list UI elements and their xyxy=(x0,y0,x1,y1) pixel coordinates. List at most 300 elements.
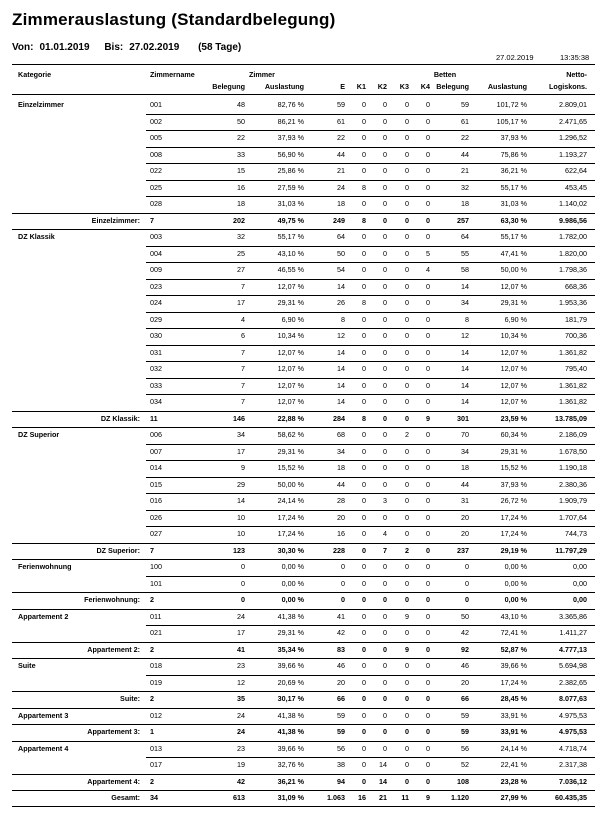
room-value: 0 xyxy=(426,347,430,357)
room-value: 0 xyxy=(426,430,430,439)
room-value: 14 xyxy=(337,281,345,291)
category-total-value: 52,87 % xyxy=(500,644,527,654)
room-value: 50 xyxy=(337,248,345,258)
category-total-value: 11.797,29 xyxy=(555,545,587,555)
category-total-value: 0 xyxy=(405,413,409,423)
rule-line xyxy=(146,328,595,329)
room-value: 0,00 xyxy=(573,578,587,588)
room-value: 0 xyxy=(383,628,387,637)
room-value: 54 xyxy=(337,265,345,274)
room-name: 006 xyxy=(150,430,162,439)
room-value: 0 xyxy=(405,100,409,109)
room-value: 46 xyxy=(337,661,345,670)
room-value: 101,72 % xyxy=(496,100,527,109)
rule-line xyxy=(146,477,595,478)
col-header-logiskons: Logiskons. xyxy=(549,82,587,91)
from-label: Von: xyxy=(12,42,34,53)
room-value: 52 xyxy=(461,760,469,769)
room-value: 0 xyxy=(405,298,409,307)
room-value: 17,24 % xyxy=(500,677,527,687)
room-value: 33 xyxy=(237,149,245,159)
room-value: 5 xyxy=(426,248,430,258)
room-value: 10 xyxy=(237,512,245,522)
room-value: 8 xyxy=(362,182,366,192)
room-value: 21 xyxy=(461,166,469,175)
category-total-value: 7.036,12 xyxy=(559,776,587,786)
room-value: 37,93 % xyxy=(500,479,527,489)
room-value: 12,07 % xyxy=(277,364,304,373)
room-name: 032 xyxy=(150,364,162,373)
rule-line xyxy=(12,94,595,95)
room-value: 0 xyxy=(426,743,430,753)
room-value: 0 xyxy=(405,116,409,126)
category-total-value: 0 xyxy=(362,776,366,786)
room-value: 46,55 % xyxy=(277,265,304,274)
room-value: 0 xyxy=(426,364,430,373)
room-value: 1.820,00 xyxy=(559,248,587,258)
category-total-value: 202 xyxy=(233,215,245,225)
room-value: 12 xyxy=(237,677,245,687)
room-value: 0 xyxy=(362,397,366,406)
to-label: Bis: xyxy=(104,42,124,53)
rule-line xyxy=(12,741,595,742)
room-value: 0 xyxy=(383,479,387,489)
room-value: 17,24 % xyxy=(277,512,304,522)
category-total-value: 8 xyxy=(362,413,366,423)
room-value: 41,38 % xyxy=(277,710,304,720)
room-value: 55,17 % xyxy=(500,182,527,192)
room-value: 0 xyxy=(362,628,366,637)
room-value: 0 xyxy=(241,562,245,571)
room-name: 016 xyxy=(150,496,162,505)
room-value: 8 xyxy=(341,314,345,324)
room-value: 1.361,82 xyxy=(559,397,587,406)
room-value: 17,24 % xyxy=(277,529,304,538)
room-name: 014 xyxy=(150,463,162,472)
room-value: 21 xyxy=(337,166,345,175)
room-value: 0 xyxy=(426,380,430,390)
category-name: Appartement 2 xyxy=(18,611,69,621)
room-value: 50 xyxy=(237,116,245,126)
category-total-value: 4.777,13 xyxy=(559,644,587,654)
room-value: 2.380,36 xyxy=(559,479,587,489)
room-value: 12,07 % xyxy=(277,281,304,291)
room-name: 007 xyxy=(150,446,162,456)
room-name: 017 xyxy=(150,760,162,769)
room-value: 6,90 % xyxy=(504,314,527,324)
rule-line xyxy=(12,411,595,412)
room-value: 9 xyxy=(405,611,409,621)
room-value: 12,07 % xyxy=(500,364,527,373)
room-value: 17,24 % xyxy=(500,529,527,538)
room-value: 0 xyxy=(362,281,366,291)
category-total-value: 0 xyxy=(383,413,387,423)
room-value: 29,31 % xyxy=(277,446,304,456)
category-total-value: 41 xyxy=(237,644,245,654)
room-name: 028 xyxy=(150,199,162,208)
category-room-count: 7 xyxy=(150,215,154,225)
room-value: 0 xyxy=(426,298,430,307)
room-value: 22 xyxy=(461,133,469,142)
room-value: 4 xyxy=(383,529,387,538)
category-total-value: 8.077,63 xyxy=(559,694,587,703)
room-value: 86,21 % xyxy=(277,116,304,126)
room-value: 0 xyxy=(383,397,387,406)
room-value: 4 xyxy=(426,265,430,274)
room-value: 14 xyxy=(237,496,245,505)
grand-total-value: 16 xyxy=(358,793,366,802)
room-value: 23 xyxy=(237,661,245,670)
room-value: 1.361,82 xyxy=(559,347,587,357)
room-value: 0 xyxy=(383,298,387,307)
category-total-value: 7 xyxy=(383,545,387,555)
category-total-value: 108 xyxy=(457,776,469,786)
col-header-zimmer: Zimmer xyxy=(249,70,275,79)
category-total-value: 0,00 % xyxy=(281,595,304,604)
room-value: 0 xyxy=(405,446,409,456)
room-value: 6 xyxy=(241,331,245,340)
rule-line xyxy=(12,642,595,643)
room-value: 50,00 % xyxy=(277,479,304,489)
room-value: 12,07 % xyxy=(277,347,304,357)
col-header-k3: K3 xyxy=(399,82,409,91)
rule-line xyxy=(146,312,595,313)
category-total-label: Ferienwohnung: xyxy=(84,595,140,604)
room-value: 59 xyxy=(461,100,469,109)
category-name: DZ Superior xyxy=(18,430,60,439)
category-total-value: 0 xyxy=(383,694,387,703)
room-value: 0 xyxy=(405,133,409,142)
room-value: 29 xyxy=(237,479,245,489)
room-value: 20 xyxy=(461,529,469,538)
room-value: 0 xyxy=(426,133,430,142)
rule-line xyxy=(12,658,595,659)
room-value: 61 xyxy=(337,116,345,126)
room-value: 0 xyxy=(426,446,430,456)
category-name: Suite xyxy=(18,661,36,670)
rule-line xyxy=(146,246,595,247)
room-value: 0 xyxy=(405,661,409,670)
room-value: 20 xyxy=(461,677,469,687)
room-value: 37,93 % xyxy=(500,133,527,142)
room-value: 7 xyxy=(241,347,245,357)
room-value: 42 xyxy=(337,628,345,637)
room-value: 3.365,86 xyxy=(559,611,587,621)
grand-total-room-count: 34 xyxy=(150,793,158,802)
room-value: 0 xyxy=(362,760,366,769)
room-value: 17,24 % xyxy=(500,512,527,522)
category-total-value: 49,75 % xyxy=(277,215,304,225)
room-value: 7 xyxy=(241,281,245,291)
room-value: 50,00 % xyxy=(500,265,527,274)
room-value: 12,07 % xyxy=(500,281,527,291)
room-value: 0 xyxy=(426,578,430,588)
room-value: 1.140,02 xyxy=(559,199,587,208)
room-value: 0 xyxy=(383,248,387,258)
room-value: 0 xyxy=(383,611,387,621)
room-name: 030 xyxy=(150,331,162,340)
room-value: 0 xyxy=(383,512,387,522)
room-value: 0 xyxy=(405,512,409,522)
room-value: 0 xyxy=(383,100,387,109)
rule-line xyxy=(12,724,595,725)
rule-line xyxy=(146,180,595,181)
room-value: 20 xyxy=(337,677,345,687)
room-value: 33,91 % xyxy=(500,710,527,720)
category-total-value: 0 xyxy=(426,595,430,604)
category-total-value: 284 xyxy=(333,413,345,423)
room-value: 64 xyxy=(337,232,345,241)
room-value: 29,31 % xyxy=(500,446,527,456)
grand-total-value: 31,09 % xyxy=(277,793,304,802)
room-value: 10,34 % xyxy=(500,331,527,340)
category-total-label: Appartement 3: xyxy=(87,727,140,736)
room-value: 0 xyxy=(383,331,387,340)
room-name: 034 xyxy=(150,397,162,406)
print-date: 27.02.2019 xyxy=(496,53,534,62)
rule-line xyxy=(146,510,595,511)
room-value: 3 xyxy=(383,496,387,505)
room-value: 24 xyxy=(237,710,245,720)
room-value: 0 xyxy=(405,182,409,192)
category-total-value: 8 xyxy=(362,215,366,225)
room-value: 22,41 % xyxy=(500,760,527,769)
room-value: 0 xyxy=(362,479,366,489)
category-total-value: 0 xyxy=(362,595,366,604)
grand-total-value: 21 xyxy=(379,793,387,802)
room-value: 7 xyxy=(241,380,245,390)
from-date: 01.01.2019 xyxy=(39,42,90,53)
room-value: 22 xyxy=(337,133,345,142)
room-value: 0 xyxy=(405,380,409,390)
room-value: 10,34 % xyxy=(277,331,304,340)
room-value: 32 xyxy=(461,182,469,192)
category-total-value: 9 xyxy=(426,413,430,423)
room-value: 0 xyxy=(241,578,245,588)
category-total-value: 66 xyxy=(337,694,345,703)
room-name: 013 xyxy=(150,743,162,753)
room-value: 0 xyxy=(383,562,387,571)
category-total-label: Appartement 4: xyxy=(87,776,140,786)
room-value: 0 xyxy=(362,166,366,175)
room-value: 5.694,98 xyxy=(559,661,587,670)
room-value: 0 xyxy=(405,479,409,489)
category-total-value: 0 xyxy=(383,644,387,654)
room-value: 56 xyxy=(461,743,469,753)
room-value: 12 xyxy=(337,331,345,340)
room-name: 024 xyxy=(150,298,162,307)
category-total-value: 42 xyxy=(237,776,245,786)
room-value: 2 xyxy=(405,430,409,439)
category-total-value: 9 xyxy=(405,644,409,654)
category-total-value: 0 xyxy=(426,215,430,225)
room-value: 0 xyxy=(383,133,387,142)
room-value: 59 xyxy=(461,710,469,720)
room-value: 0 xyxy=(426,479,430,489)
category-room-count: 7 xyxy=(150,545,154,555)
category-total-value: 30,17 % xyxy=(277,694,304,703)
room-value: 105,17 % xyxy=(496,116,527,126)
rule-line xyxy=(146,444,595,445)
category-name: Ferienwohnung xyxy=(18,562,72,571)
room-value: 18 xyxy=(337,199,345,208)
room-value: 8 xyxy=(465,314,469,324)
room-value: 1.909,79 xyxy=(559,496,587,505)
room-value: 18 xyxy=(337,463,345,472)
rule-line xyxy=(146,576,595,577)
room-value: 0 xyxy=(383,710,387,720)
room-value: 0 xyxy=(383,116,387,126)
room-value: 0 xyxy=(426,529,430,538)
grand-total-value: 1.120 xyxy=(451,793,469,802)
room-value: 0 xyxy=(405,760,409,769)
category-name: Einzelzimmer xyxy=(18,100,64,109)
category-total-value: 59 xyxy=(461,727,469,736)
category-total-value: 0 xyxy=(405,776,409,786)
room-value: 31,03 % xyxy=(277,199,304,208)
room-value: 46 xyxy=(461,661,469,670)
room-value: 56,90 % xyxy=(277,149,304,159)
col-header-auslastung: Auslastung xyxy=(264,82,304,91)
room-value: 0 xyxy=(383,661,387,670)
room-value: 0 xyxy=(362,232,366,241)
room-value: 26,72 % xyxy=(500,496,527,505)
print-time: 13:35:38 xyxy=(560,53,590,62)
rule-line xyxy=(146,460,595,461)
room-value: 12,07 % xyxy=(277,380,304,390)
room-value: 0 xyxy=(362,430,366,439)
category-total-value: 0 xyxy=(426,644,430,654)
room-value: 1.361,82 xyxy=(559,380,587,390)
room-value: 43,10 % xyxy=(500,611,527,621)
room-value: 1.678,50 xyxy=(559,446,587,456)
room-value: 0 xyxy=(405,199,409,208)
rule-line xyxy=(146,279,595,280)
room-value: 0 xyxy=(362,496,366,505)
room-value: 20 xyxy=(337,512,345,522)
room-value: 181,79 xyxy=(565,314,587,324)
room-value: 0 xyxy=(341,562,345,571)
room-value: 0 xyxy=(426,661,430,670)
room-value: 0 xyxy=(362,463,366,472)
room-value: 68 xyxy=(337,430,345,439)
period-line xyxy=(12,42,247,53)
room-value: 0 xyxy=(465,562,469,571)
room-value: 0 xyxy=(465,578,469,588)
room-name: 029 xyxy=(150,314,162,324)
room-value: 1.193,27 xyxy=(559,149,587,159)
category-total-value: 36,21 % xyxy=(277,776,304,786)
room-value: 61 xyxy=(461,116,469,126)
room-value: 39,66 % xyxy=(277,743,304,753)
category-total-value: 257 xyxy=(457,215,469,225)
room-value: 12,07 % xyxy=(277,397,304,406)
room-value: 20 xyxy=(461,512,469,522)
room-value: 0 xyxy=(405,265,409,274)
room-value: 1.296,52 xyxy=(559,133,587,142)
category-total-value: 2 xyxy=(405,545,409,555)
room-value: 2.317,38 xyxy=(559,760,587,769)
rule-line xyxy=(12,543,595,544)
room-value: 58 xyxy=(461,265,469,274)
room-value: 82,76 % xyxy=(277,100,304,109)
grand-total-value: 27,99 % xyxy=(500,793,527,802)
room-value: 0 xyxy=(362,331,366,340)
room-value: 0 xyxy=(383,166,387,175)
rule-line xyxy=(12,64,595,65)
room-value: 70 xyxy=(461,430,469,439)
room-value: 48 xyxy=(237,100,245,109)
room-value: 0 xyxy=(362,100,366,109)
category-total-value: 63,30 % xyxy=(500,215,527,225)
room-value: 7 xyxy=(241,364,245,373)
room-value: 0 xyxy=(383,677,387,687)
room-value: 0 xyxy=(426,463,430,472)
category-total-value: 249 xyxy=(333,215,345,225)
rule-line xyxy=(146,378,595,379)
category-name: DZ Klassik xyxy=(18,232,55,241)
category-total-value: 0 xyxy=(405,595,409,604)
col-header-k1: K1 xyxy=(356,82,366,91)
room-value: 0 xyxy=(426,182,430,192)
room-value: 0 xyxy=(383,347,387,357)
room-value: 0 xyxy=(426,628,430,637)
room-value: 0,00 % xyxy=(504,578,527,588)
room-value: 12,07 % xyxy=(500,380,527,390)
category-total-label: Einzelzimmer: xyxy=(91,215,140,225)
room-value: 0 xyxy=(362,611,366,621)
rule-line xyxy=(146,361,595,362)
grand-total-value: 60.435,35 xyxy=(555,793,587,802)
room-value: 39,66 % xyxy=(500,661,527,670)
room-value: 29,31 % xyxy=(277,628,304,637)
rule-line xyxy=(146,625,595,626)
rule-line xyxy=(12,609,595,610)
room-value: 47,41 % xyxy=(500,248,527,258)
room-value: 44 xyxy=(461,149,469,159)
room-value: 0 xyxy=(383,463,387,472)
room-value: 8 xyxy=(362,298,366,307)
room-value: 0 xyxy=(362,529,366,538)
room-value: 0 xyxy=(383,380,387,390)
room-value: 0 xyxy=(426,100,430,109)
room-value: 0 xyxy=(426,199,430,208)
room-value: 44 xyxy=(461,479,469,489)
room-value: 1.190,18 xyxy=(559,463,587,472)
room-value: 0 xyxy=(362,446,366,456)
room-value: 0 xyxy=(405,347,409,357)
room-name: 022 xyxy=(150,166,162,175)
room-value: 12,07 % xyxy=(500,347,527,357)
room-value: 14 xyxy=(461,380,469,390)
room-value: 14 xyxy=(461,397,469,406)
category-total-label: Appartement 2: xyxy=(87,644,140,654)
room-value: 55,17 % xyxy=(500,232,527,241)
rule-line xyxy=(12,691,595,692)
room-value: 16 xyxy=(237,182,245,192)
room-value: 27,59 % xyxy=(277,182,304,192)
room-value: 0 xyxy=(426,281,430,291)
room-name: 002 xyxy=(150,116,162,126)
room-value: 28 xyxy=(337,496,345,505)
category-total-value: 13.785,09 xyxy=(555,413,587,423)
room-value: 38 xyxy=(337,760,345,769)
grand-total-value: 613 xyxy=(233,793,245,802)
room-value: 50 xyxy=(461,611,469,621)
category-total-value: 41,38 % xyxy=(277,727,304,736)
room-value: 0 xyxy=(426,397,430,406)
room-value: 0,00 % xyxy=(281,562,304,571)
